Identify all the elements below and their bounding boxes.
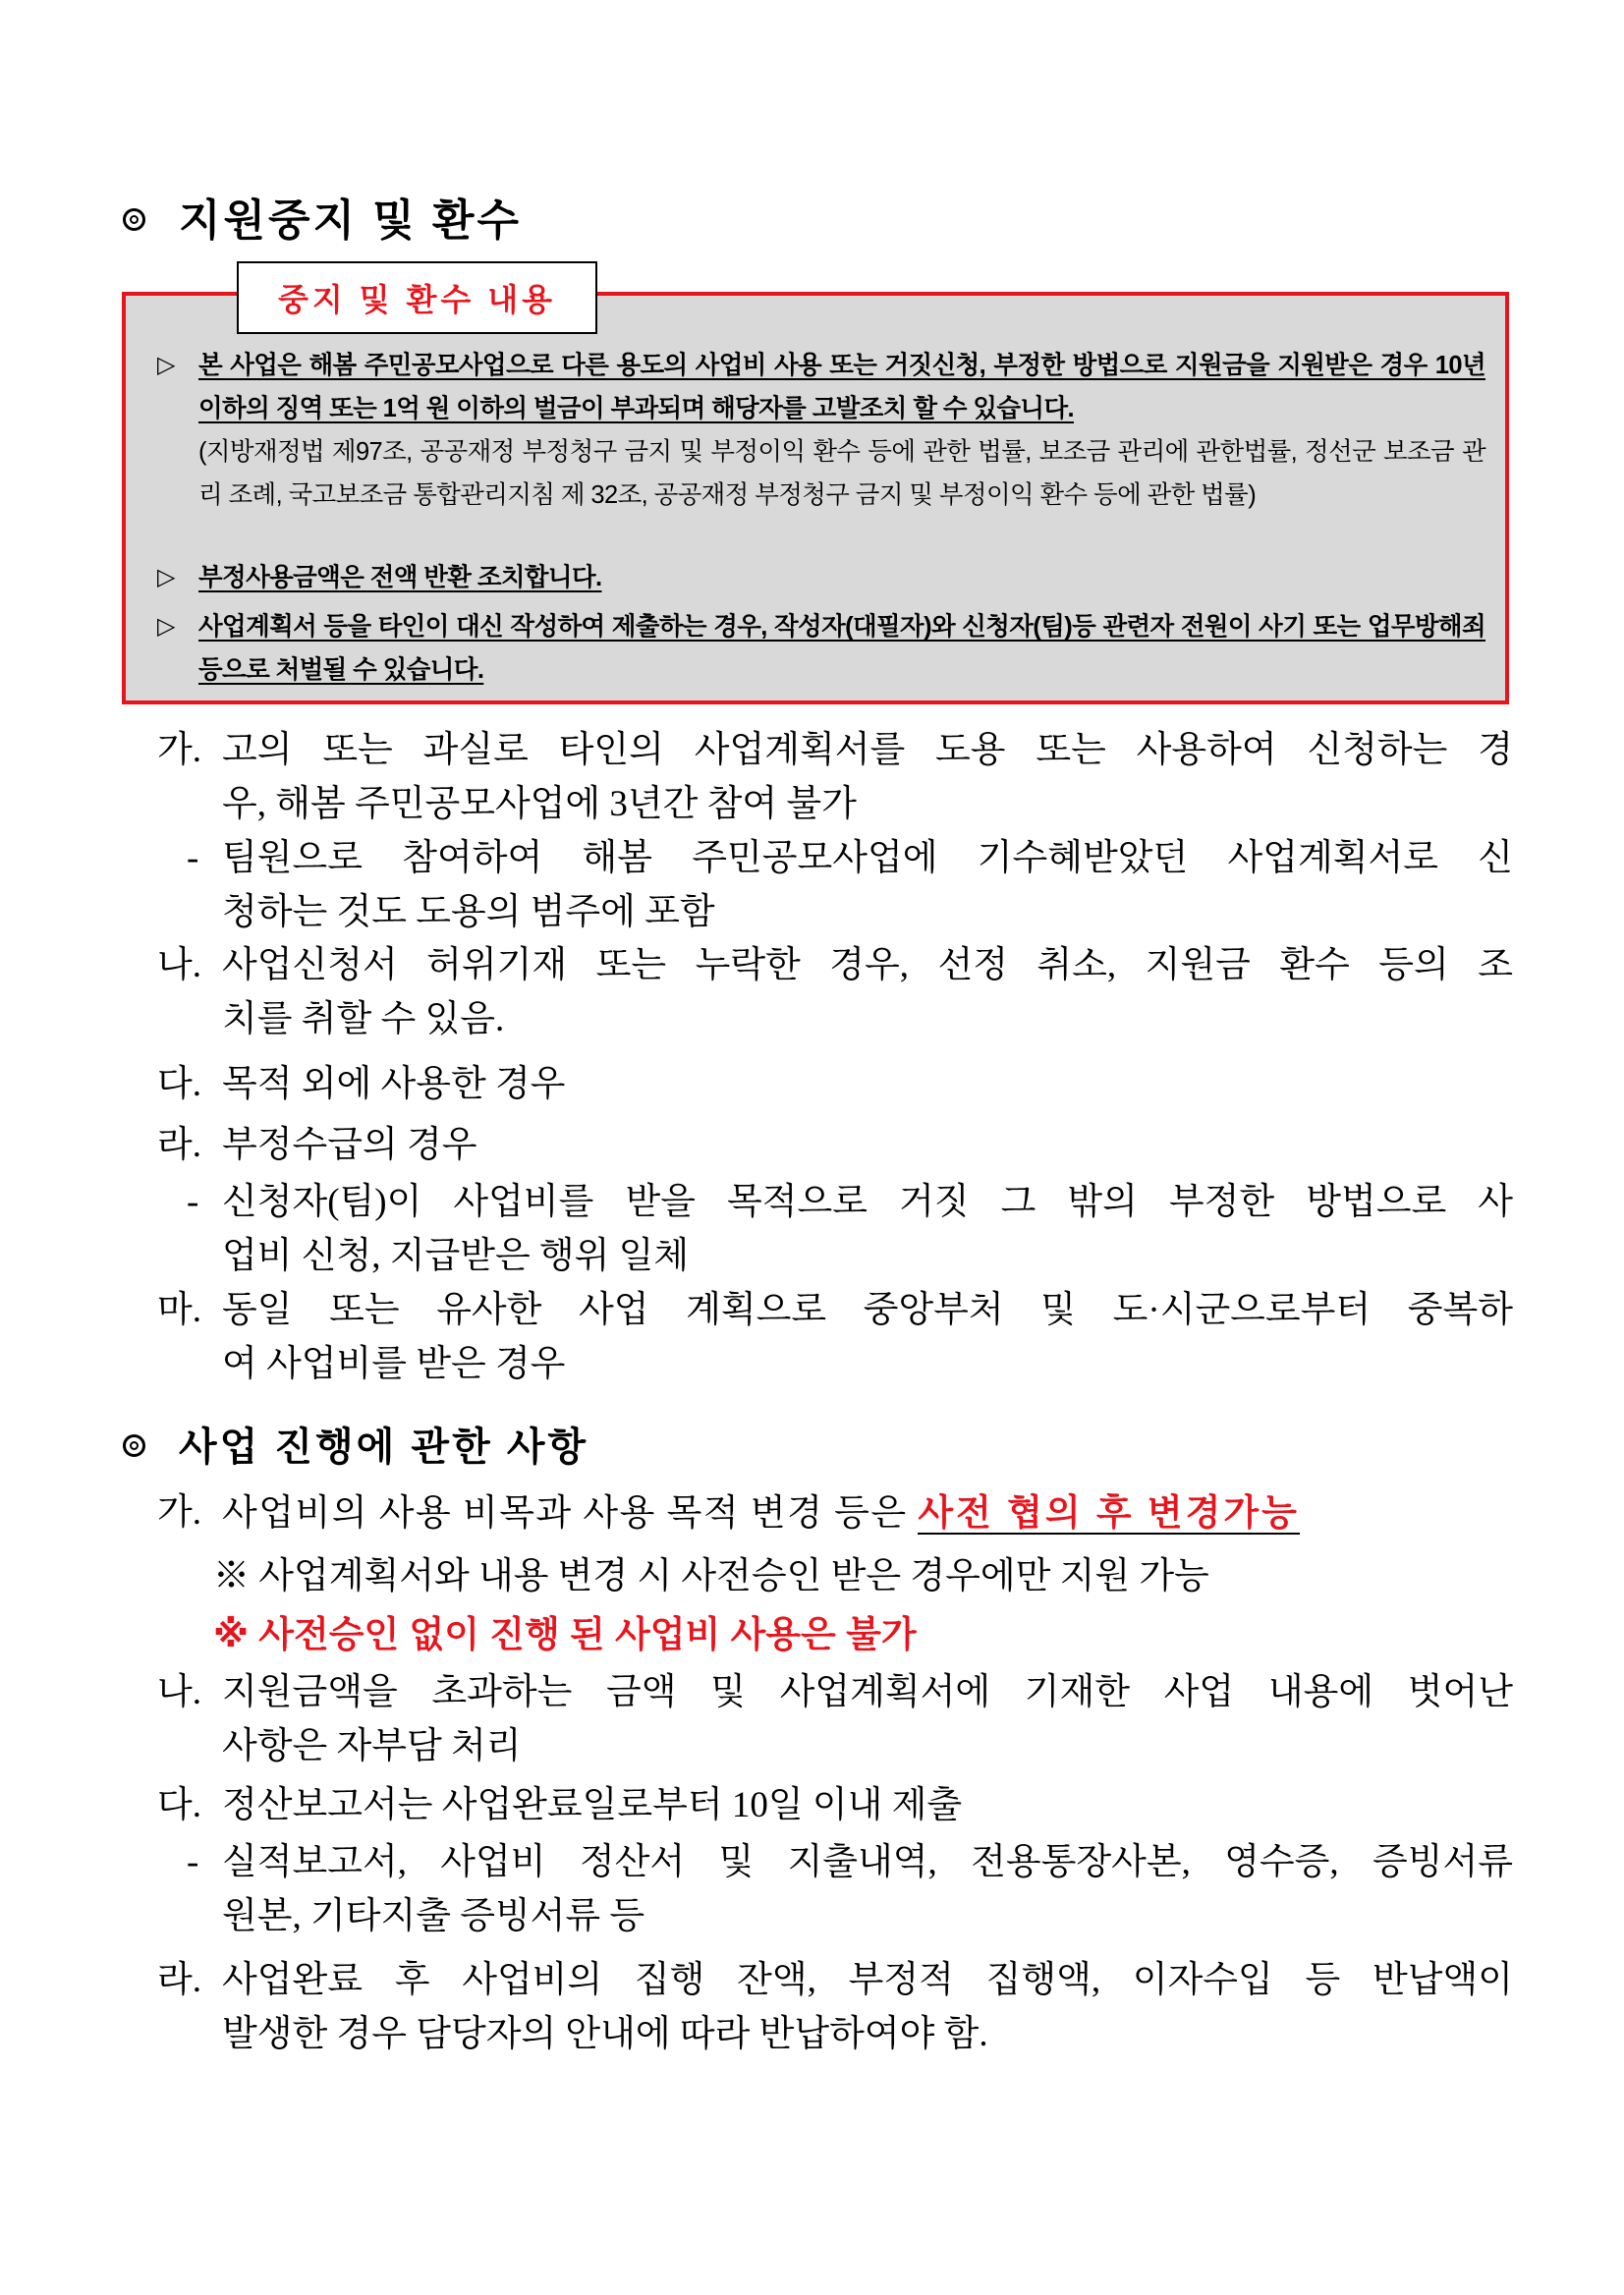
notice-item-legal-refs: (지방재정법 제97조, 공공재정 부정청구 금지 및 부정이익 환수 등에 관한 법률, 보조금 관리에 관한법률, 정선군 보조금 관리 조례, 국고보조금 통합관리지침 제 32조, 공공재정 부정청구 금지 및 부정이익 환수 등에 관한 법률) (198, 438, 1485, 509)
section-heading-text: 사업 진행에 관한 사항 (179, 1426, 589, 1469)
circle-bullet-icon (123, 1434, 145, 1457)
list-marker: 나. (157, 945, 201, 985)
list-item-line: 원본, 기타지출 증빙서류 등 (222, 1896, 645, 1936)
notice-item (157, 556, 1485, 599)
list-item-line: 치를 취할 수 있음. (222, 999, 505, 1039)
section-heading-progress (123, 1416, 588, 1472)
list-item-line: 사업완료 후 사업비의 집행 잔액, 부정적 집행액, 이자수입 등 반납액이 (222, 1960, 1513, 2000)
list-item (157, 938, 1513, 1046)
list-marker: 가. (157, 730, 201, 770)
list-item-line: 업비 신청, 지급받은 행위 일체 (222, 1236, 690, 1276)
list-item (157, 1665, 1513, 1773)
list-item (157, 1485, 1513, 1540)
list-item-line: 사업비의 사용 비목과 사용 목적 변경 등은 (222, 1493, 908, 1534)
list-item-line: 신청자(팀)이 사업비를 받을 목적으로 거짓 그 밖의 부정한 방법으로 사 (222, 1182, 1513, 1222)
list-item-line: 발생한 경우 담당자의 안내에 따라 반납하여야 함. (222, 2014, 988, 2054)
reference-mark-icon: ※ (213, 1556, 250, 1596)
reference-mark-icon: ※ (213, 1614, 249, 1654)
list-marker: 마. (157, 1290, 201, 1330)
list-item (157, 1057, 1513, 1111)
section-heading-text: 지원중지 및 환수 (179, 196, 522, 245)
list-item-line: 사업신청서 허위기재 또는 누락한 경우, 선정 취소, 지원금 환수 등의 조 (222, 945, 1513, 985)
list-item (157, 1283, 1513, 1391)
notice-item-emphasis: 사업계획서 등을 타인이 대신 작성하여 제출하는 경우, 작성자(대필자)와 신청자(팀)등 관련자 전원이 사기 또는 업무방해죄 등으로 처벌될 수 있습니다. (198, 613, 1485, 684)
circle-bullet-icon (123, 208, 145, 231)
list-item-line: 청하는 것도 도용의 범주에 포함 (222, 892, 715, 932)
list-item-line: 동일 또는 유사한 사업 계획으로 중앙부처 및 도·시군으로부터 중복하 (222, 1290, 1513, 1330)
notice-item-emphasis: 본 사업은 해봄 주민공모사업으로 다른 용도의 사업비 사용 또는 거짓신청, 부정한 방법으로 지원금을 지원받은 경우 10년 이하의 징역 또는 1억 원 이하의 벌금이 부과되며 해당자를 고발조치 할 수 있습니다. (198, 352, 1485, 422)
list-item (157, 723, 1513, 831)
list-item (157, 1118, 1513, 1172)
list-item (157, 1953, 1513, 2061)
list-item-line: 목적 외에 사용한 경우 (222, 1064, 566, 1104)
note-text: 사업계획서와 내용 변경 시 사전승인 받은 경우에만 지원 가능 (258, 1556, 1209, 1596)
list-marker: 라. (157, 1125, 201, 1165)
dash-marker: - (187, 1842, 199, 1882)
list-item-line: 지원금액을 초과하는 금액 및 사업계획서에 기재한 사업 내용에 벗어난 (222, 1672, 1513, 1712)
triangle-bullet-icon: ▷ (157, 564, 175, 590)
triangle-bullet-icon: ▷ (157, 613, 175, 640)
notice-box-label: 중지 및 환수 내용 (237, 261, 597, 334)
notice-item (157, 605, 1485, 692)
notice-item (157, 344, 1485, 517)
list-item-line: 부정수급의 경우 (222, 1125, 477, 1165)
list-item-line: 사항은 자부담 처리 (222, 1726, 522, 1766)
list-marker: 나. (157, 1672, 201, 1712)
sub-list-item (187, 1175, 1513, 1283)
list-item-line: 정산보고서는 사업완료일로부터 10일 이내 제출 (222, 1785, 963, 1825)
list-marker: 다. (157, 1064, 201, 1104)
dash-marker: - (187, 1182, 199, 1222)
note-item-warning (213, 1607, 1510, 1661)
note-text: 사전승인 없이 진행 된 사업비 사용은 불가 (258, 1614, 917, 1654)
section-heading-suspension (123, 185, 522, 248)
list-item (157, 1778, 1513, 1832)
list-item-line: 여 사업비를 받은 경우 (222, 1344, 566, 1384)
list-item-line: 우, 해봄 주민공모사업에 3년간 참여 불가 (222, 784, 857, 824)
note-item (213, 1549, 1510, 1603)
list-item-line: 팀원으로 참여하여 해봄 주민공모사업에 기수혜받았던 사업계획서로 신 (222, 838, 1513, 878)
list-marker: 가. (157, 1492, 201, 1533)
highlight-prior-consultation: 사전 협의 후 변경가능 (918, 1492, 1300, 1533)
sub-list-item (187, 1835, 1513, 1943)
dash-marker: - (187, 838, 199, 878)
triangle-bullet-icon: ▷ (157, 352, 175, 378)
notice-item-emphasis: 부정사용금액은 전액 반환 조치합니다. (198, 564, 602, 591)
list-marker: 다. (157, 1785, 201, 1825)
list-item-line: 실적보고서, 사업비 정산서 및 지출내역, 전용통장사본, 영수증, 증빙서류 (222, 1842, 1513, 1882)
list-marker: 라. (157, 1960, 201, 2000)
sub-list-item (187, 831, 1513, 939)
list-item-line: 고의 또는 과실로 타인의 사업계획서를 도용 또는 사용하여 신청하는 경 (222, 730, 1513, 770)
